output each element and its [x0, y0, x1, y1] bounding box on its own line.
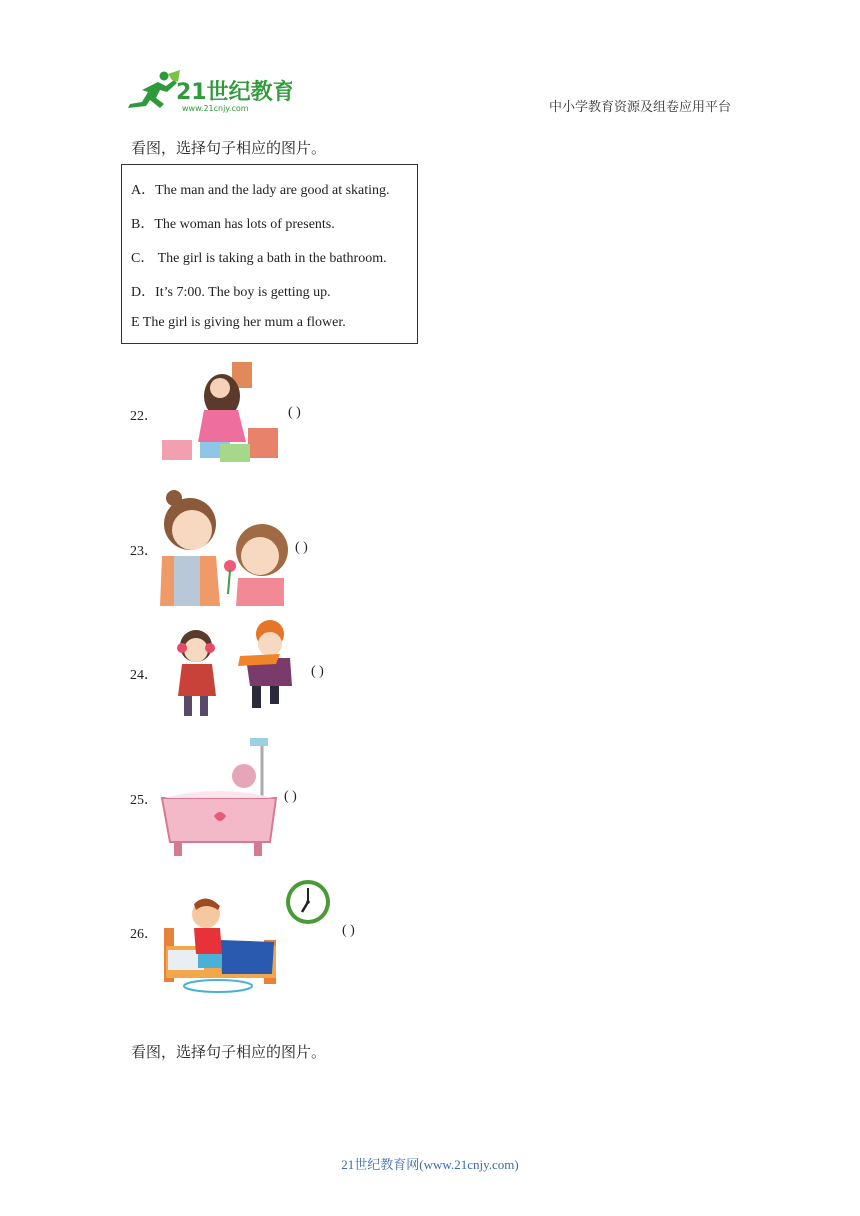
girl-giving-mum-flower-picture	[160, 490, 288, 606]
instruction-text: 看图，选择句子相应的图片。	[131, 141, 327, 157]
question-number: 25．	[130, 793, 158, 808]
site-logo	[122, 68, 292, 114]
header-platform-text: 中小学教育资源及组卷应用平台	[549, 99, 732, 114]
answer-blank[interactable]: ( )	[311, 664, 324, 679]
instruction-text-2: 看图，选择句子相应的图片。	[131, 1045, 327, 1061]
answer-blank[interactable]: ( )	[284, 789, 297, 804]
boy-getting-up-picture	[160, 890, 282, 994]
girl-in-bathtub-picture	[158, 732, 280, 860]
question-number: 26．	[130, 927, 158, 942]
footer-text: 21世纪教育网(www.21cnjy.com)	[341, 1157, 519, 1172]
answer-blank[interactable]: ( )	[342, 923, 355, 938]
option-d: D．It’s 7:00. The boy is getting up.	[131, 285, 331, 300]
question-number: 23．	[130, 544, 158, 559]
children-skating-picture	[160, 616, 300, 726]
question-number: 24．	[130, 668, 158, 683]
question-number: 22．	[130, 409, 158, 424]
girl-with-presents-picture	[160, 356, 284, 464]
option-b: B．The woman has lots of presents.	[131, 217, 335, 232]
clock-icon	[284, 878, 332, 926]
option-e: E The girl is giving her mum a flower.	[131, 315, 346, 330]
answer-blank[interactable]: ( )	[295, 540, 308, 555]
logo-url: www.21cnjy.com	[182, 104, 249, 113]
options-box	[121, 164, 418, 344]
logo-text: 21世纪教育	[176, 80, 292, 105]
option-a: A．The man and the lady are good at skating.	[131, 183, 390, 198]
answer-blank[interactable]: ( )	[288, 405, 301, 420]
option-c: C． The girl is taking a bath in the bathroom.	[131, 251, 387, 266]
